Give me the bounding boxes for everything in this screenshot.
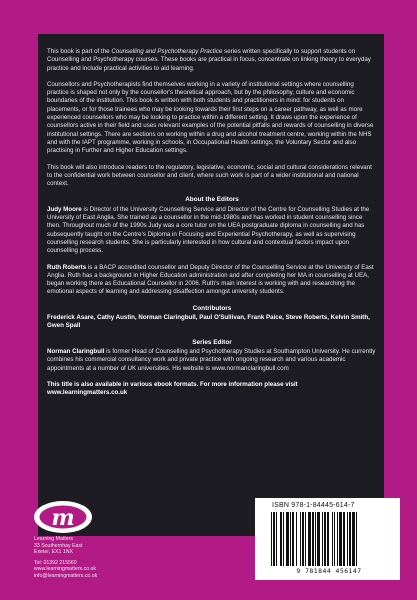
barcode-bar: [305, 512, 306, 566]
barcode-bar: [276, 512, 277, 566]
editor-name: Judy Moore: [47, 205, 82, 213]
intro-paragraph-1: [47, 48, 377, 73]
publisher-imprint: [34, 536, 164, 580]
barcode-bar: [296, 512, 297, 566]
barcode-bar: [356, 512, 357, 566]
intro-text: series written specifically to support students on Counselling and Psychotherapy courses. These books are practical in focus, concentrate on linking theory to everyday practice and include practical activities to aid learning.: [47, 48, 371, 72]
ebook-note: This title is also available in various ebook formats. For more information please visit www.learningmatters.co.uk: [47, 380, 298, 397]
contributors-list: Frederick Asare, Cathy Austin, Norman Claringbull, Paul O'Sullivan, Frank Paice, Steve Roberts, Kelvin Smith, Gwen Spall: [47, 314, 370, 330]
barcode-bar: [300, 512, 301, 566]
imprint-web[interactable]: www.learningmatters.co.uk: [34, 566, 96, 573]
barcode-bar: [280, 512, 282, 566]
imprint-email[interactable]: info@learningmatters.co.uk: [34, 572, 98, 579]
logo-letter: m: [51, 505, 75, 531]
barcode-bar: [315, 512, 316, 566]
barcode-bar: [271, 512, 272, 566]
barcode-bar: [339, 512, 342, 566]
barcode-bar: [312, 512, 314, 566]
barcode-bar: [324, 512, 326, 566]
barcode-bar: [292, 512, 294, 566]
series-editor-heading: Series Editor: [192, 338, 232, 346]
barcode-bar: [273, 512, 275, 566]
imprint-line: Learning Matters: [34, 536, 73, 542]
barcode-bar: [327, 512, 329, 566]
barcode-bar: [347, 512, 348, 566]
barcode-bar: [334, 512, 335, 566]
editor-name: Ruth Roberts: [47, 263, 87, 271]
barcode-box: [255, 498, 400, 580]
series-editor-bio: [47, 348, 377, 373]
barcode-bar: [352, 512, 355, 566]
barcode-bars: [271, 512, 383, 566]
judy-moore-bio: [47, 206, 377, 256]
ruth-roberts-bio: [47, 264, 377, 297]
barcode-bar: [283, 512, 284, 566]
contributors-heading: Contributors: [192, 304, 232, 312]
isbn-label: ISBN 978-1-84445-614-7: [272, 502, 355, 509]
barcode-digits: 9 781844 456147: [296, 567, 362, 575]
blurb-text: [47, 48, 377, 405]
editor-bio: is a BACP accredited counsellor and Deputy Director of the Counselling Service at the University of East Anglia. Ruth has a background in Higher Education administration and after completing her MA in counselling at UEA, began working there as Educational Counsellor in 2006. Ruth's main interest is working with and researching the emotional aspects of learning and addressing disaffection amongst university students.: [47, 263, 374, 296]
barcode-bar: [302, 512, 304, 566]
barcode-bar: [317, 512, 320, 566]
barcode-bar: [308, 512, 311, 566]
editor-bio: is Director of the University Counselling Service and Director of the Centre for Counselling Studies at the University of East Anglia. She trained as a counsellor in the mid-1980s and has worked in student counselling since then. Throughout much of the 1990s Judy was a core tutor on the UEA postgraduate diploma in counselling and has subsequently taught on the Centre's Diploma in Focusing and Experiential Psychotherapy, as well as supervising counselling research students. She is particularly interested in how cultural and contextual factors impact upon counselling process.: [47, 205, 370, 255]
imprint-line: 33 Southernhay East: [34, 542, 83, 549]
editors-heading: About the Editors: [185, 196, 239, 204]
barcode-bar: [322, 512, 323, 566]
intro-text: This book is part of the: [47, 48, 112, 55]
barcode-bar: [343, 512, 345, 566]
barcode-bar: [337, 512, 338, 566]
series-editor-text: is former Head of Counselling and Psychotherapy Studies at Southampton University. He currently combines his commercial consultancy work and private practice with ongoing research and various academic appointments at a number of UK universities. His website is www.normanclaringbull.com: [47, 347, 376, 372]
blurb-panel: [38, 34, 384, 536]
barcode-bar: [290, 512, 291, 566]
imprint-line: Exeter, EX1 1NX: [34, 549, 73, 556]
barcode-bar: [349, 512, 351, 566]
barcode-bar: [332, 512, 333, 566]
intro-paragraph-3: This book will also introduce readers to the regulatory, legislative, economic, social and cultural considerations relevant to the confidential work between counsellor and client, where such work is part of a wider institutional and national context.: [47, 163, 372, 188]
intro-paragraph-2: Counsellors and Psychotherapists find themselves working in a variety of institutional settings where counselling practice is shaped not only by the counsellor's theoretical approach, but by the philosophy, culture and economic boundaries of the institution. This book is written with both students and practitioners in mind: for students on placements, or for those trainees who may be looking towards their first steps on a career pathway, as well as more experienced counsellors who may be looking to practice within a different setting. It draws upon the experience of counsellors active in their field and uses relevant examples of the potential pitfalls and rewards of counselling in diverse institutional settings. There are sections on working within a drug and alcohol treatment centre, working within the NHS and with the IAPT programme, working in schools, in Occupational Health settings, the Voluntary Sector and also practising in Further and Higher Education settings.: [47, 80, 374, 155]
imprint-tel: Tel: 01392 215560: [34, 559, 77, 566]
series-editor-name: Norman Claringbull: [47, 347, 105, 355]
series-name: Counselling and Psychotherapy Practice: [111, 48, 223, 55]
learning-matters-logo: [32, 498, 94, 536]
barcode-bar: [286, 512, 289, 566]
